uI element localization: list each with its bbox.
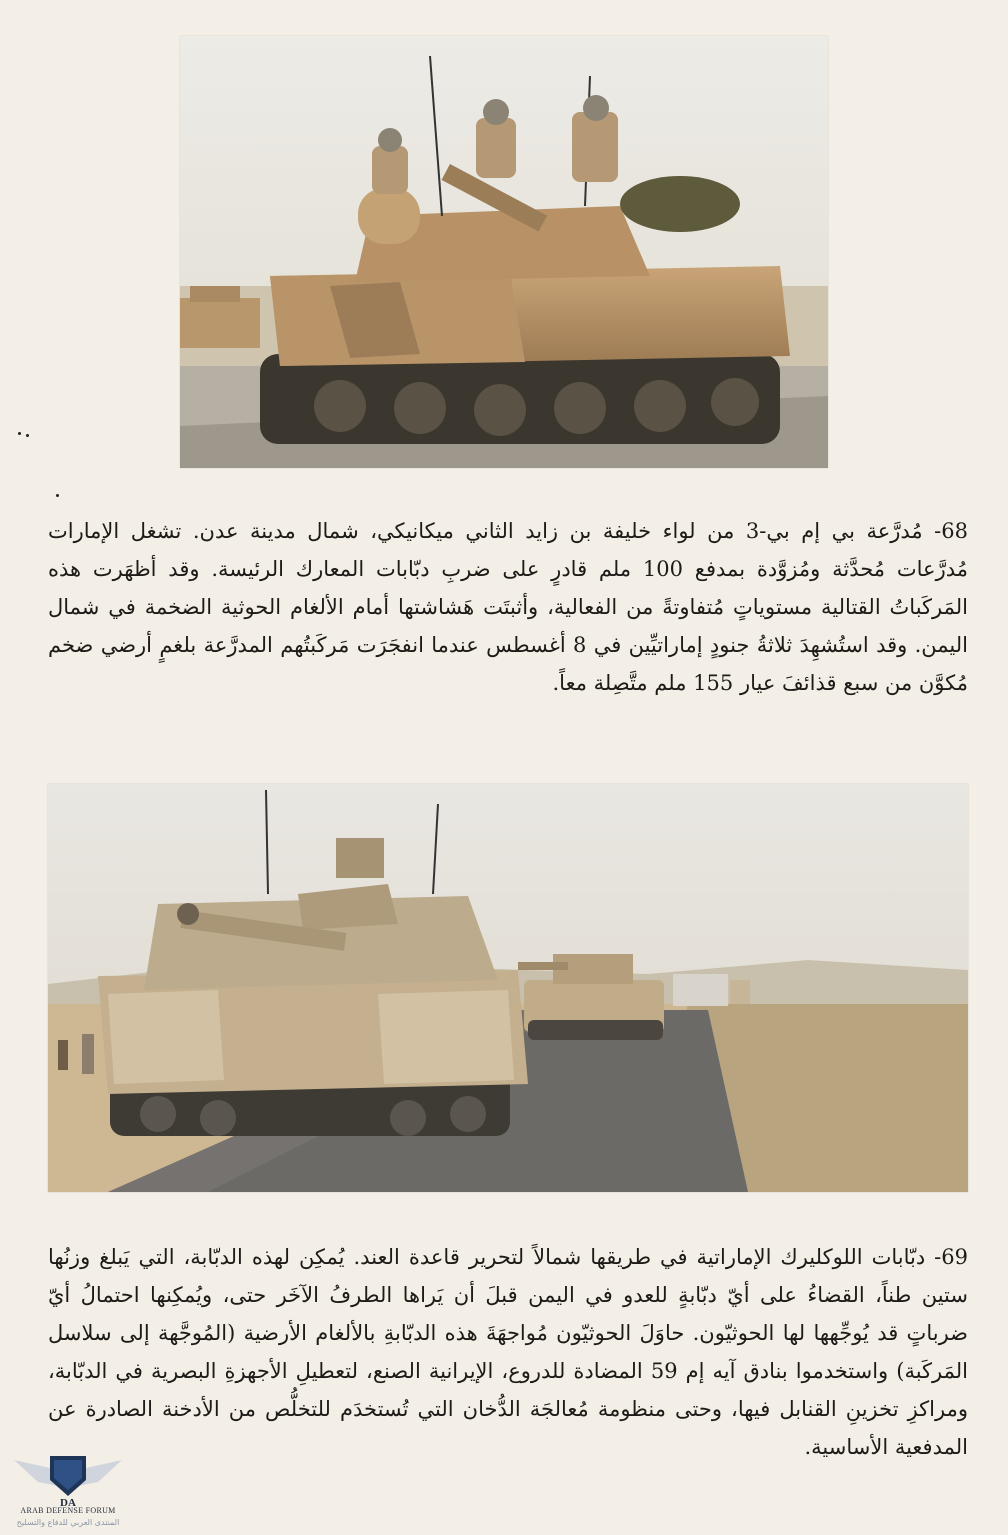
- watermark-name: ARAB DEFENSE FORUM: [20, 1506, 116, 1515]
- scan-speck: [18, 432, 21, 435]
- watermark-initials: DA: [60, 1497, 76, 1508]
- scan-speck: [26, 434, 29, 437]
- caption-68: [48, 512, 968, 702]
- scan-speck: [56, 494, 59, 497]
- caption-69: [48, 1238, 968, 1466]
- caption-69-text: 69- دبّابات اللوكليرك الإماراتية في طريقها شمالاً لتحرير قاعدة العند. يُمكِن لهذه الدبّابة، التي يَبلغ وزنُها ستين طناً، القضاءُ على أيّ دبّابةٍ للعدو في اليمن قبلَ أن يَراها الطرفُ الآخَر حتى، ويُمكِنها احتمالُ أيّ ضرباتٍ قد يُوجِّهها لها الحوثيّون. حاوَلَ الحوثيّون مُواجهَةَ هذه الدبّابةِ بالألغام الأرضية (المُوجَّهة إلى سلاسل المَركَبة) واستخدموا بنادق آيه إم 59 المضادة للدروع، الإيرانية الصنع، لتعطيلِ الأجهزةِ البصرية في الدبّابة، ومراكزِ تخزينِ القنابل فيها، وحتى منظومة مُعالجَة الدُّخان التي تُستخدَم للتخلُّص من الأدخنة الصادرة عن المدفعية الأساسية.: [48, 1245, 968, 1459]
- eagle-shield-icon: [6, 1438, 130, 1508]
- bmp3-photo: [180, 36, 828, 468]
- watermark-arabic: المنتدى العربي للدفاع والتسليح: [16, 1518, 120, 1527]
- leclerc-photo: [48, 784, 968, 1192]
- caption-68-text: 68- مُدرَّعة بي إم بي-3 من لواء خليفة بن زايد الثاني ميكانيكي، شمال مدينة عدن. تشغل الإمارات مُدرَّعات مُحدَّثة ومُزوَّدة بمدفع 100 ملم قادرٍ على ضربِ دبّابات المعارك الرئيسة. وقد أظهَرت هذه المَركَباتُ القتالية مستوياتٍ مُتفاوتةً من الفعالية، وأثبتَت هَشاشتها أمام الألغام الحوثية الضخمة في شمال اليمن. وقد استُشهِدَ ثلاثةُ جنودٍ إماراتيِّين في 8 أغسطس عندما انفجَرَت مَركَبتُهم المدرَّعة بلغمٍ أرضي ضخم مُكوَّن من سبع قذائفَ عيار 155 ملم متَّصِلة معاً.: [48, 519, 968, 695]
- arab-defense-forum-watermark: [6, 1438, 130, 1534]
